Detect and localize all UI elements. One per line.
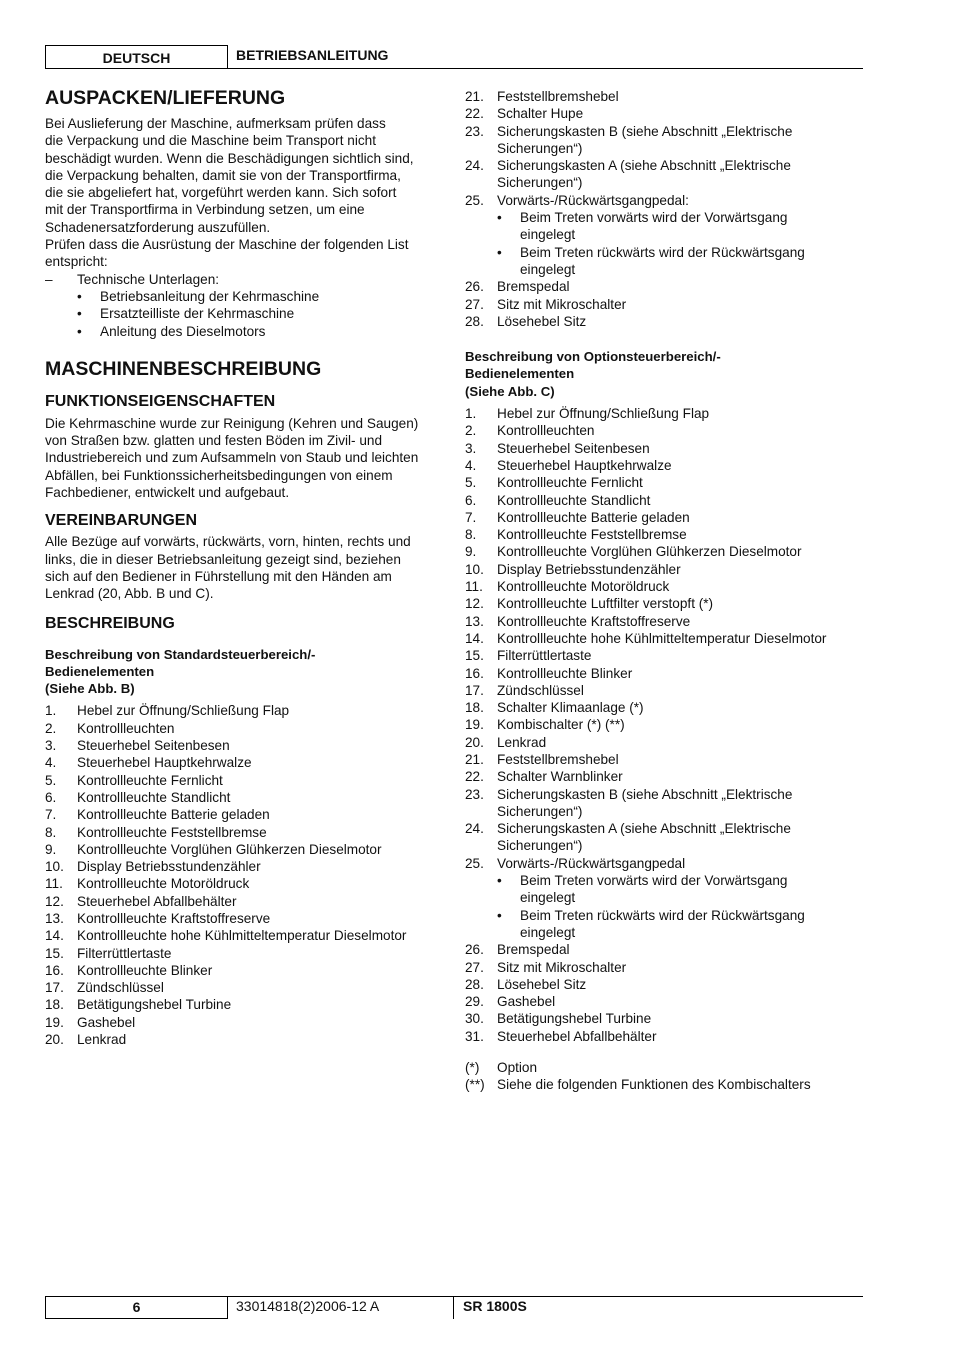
item-text: Vorwärts-/Rückwärtsgangpedal [497,855,686,871]
list-item [465,157,865,192]
list-item [45,720,445,737]
item-text: Kontrollleuchte Kraftstoffreserve [77,910,271,926]
item-number: 29. [465,994,484,1010]
list-item [45,824,445,841]
item-number: 2. [45,720,57,736]
list-item [465,976,865,993]
item-text: Kontrollleuchte hohe Kühlmitteltemperatur Dieselmotor [77,928,407,944]
pedal-standard-list [465,209,865,278]
item-text: Lösehebel Sitz [497,313,587,329]
item-number: 24. [465,821,484,837]
documents-list [45,288,445,340]
list-item [45,702,445,719]
item-number: 25. [465,192,484,208]
list-item [465,699,865,716]
item-text: Sicherungskasten B (siehe Abschnitt „Elektrische [497,123,793,139]
item-number: 2. [465,423,477,439]
list-item [465,855,865,872]
item-text: Sicherungskasten A (siehe Abschnitt „Elektrische [497,158,791,174]
list-item [465,422,865,439]
list-item [465,613,865,630]
heading-unpacking: AUSPACKEN/LIEFERUNG [45,87,286,109]
item-text: Bremspedal [497,942,570,958]
item-number: 14. [465,630,484,646]
item-text: Siehe die folgenden Funktionen des Kombischalters [497,1077,811,1093]
item-text: Kontrollleuchte Feststellbremse [497,527,687,543]
item-text-continued: Sicherungen“) [497,838,583,854]
item-number: 6. [45,789,57,805]
item-text: Gashebel [77,1014,136,1030]
item-number: 22. [465,769,484,785]
list-item [497,244,865,279]
list-item [465,561,865,578]
item-text: Kontrollleuchte Motoröldruck [77,876,250,892]
item-number: 4. [465,457,477,473]
standard-controls-list-end [465,278,865,330]
item-number: 1. [465,406,477,422]
item-text: Schalter Klimaanlage (*) [497,700,644,716]
item-number: 31. [465,1028,484,1044]
item-text: Kombischalter (*) (**) [497,717,625,733]
item-number: 10. [465,561,484,577]
item-text: Kontrollleuchte Vorglühen Glühkerzen Dieselmotor [77,841,382,857]
item-number: 4. [45,755,57,771]
item-text: Kontrollleuchte Fernlicht [497,475,643,491]
list-item [465,647,865,664]
item-number: (**) [465,1077,485,1093]
footer-divider [453,1297,454,1319]
list-item [465,1059,865,1076]
right-column [465,88,865,1094]
item-number: 12. [45,893,64,909]
list-item [45,1014,445,1031]
option-controls-title: Beschreibung von Optionsteuerbereich/- Bedienelementen (Siehe Abb. C) [465,349,721,399]
list-item [465,630,865,647]
item-text-continued: Sicherungen“) [497,140,583,156]
item-number: 28. [465,313,484,329]
list-item [45,927,445,944]
option-controls-list [465,405,865,872]
manual-title: BETRIEBSANLEITUNG [236,47,389,63]
item-number: 23. [465,786,484,802]
item-text: Filterrüttlertaste [77,945,172,961]
item-text: Schalter Hupe [497,106,584,122]
item-number: 7. [465,509,477,525]
item-number: 26. [465,942,484,958]
bullet-mark: • [497,210,502,226]
item-text: Zündschlüssel [77,980,164,996]
item-number: 3. [465,440,477,456]
item-number: 27. [465,296,484,312]
document-code: 33014818(2)2006-12 A [236,1298,380,1314]
item-number: 14. [45,928,64,944]
item-text: Kontrollleuchte Kraftstoffreserve [497,613,691,629]
item-number: 5. [45,772,57,788]
item-text: Beim Treten vorwärts wird der Vorwärtsgang [520,210,788,226]
item-text: Zündschlüssel [497,682,584,698]
standard-controls-list [45,702,445,1048]
item-text: Betätigungshebel Turbine [77,997,232,1013]
item-text: Steuerhebel Abfallbehälter [497,1028,657,1044]
list-item [465,682,865,699]
list-item [465,88,865,105]
list-item [465,123,865,158]
item-number: 27. [465,959,484,975]
item-number: 1. [45,703,57,719]
dash-list [45,271,445,288]
item-text: Steuerhebel Seitenbesen [497,440,650,456]
list-item [465,993,865,1010]
list-item [497,209,865,244]
list-item [465,192,865,209]
standard-controls-list-continued [465,88,865,209]
list-item [465,1076,865,1093]
list-item [465,595,865,612]
bullet-mark: • [497,873,502,889]
item-text: Kontrollleuchte Blinker [497,665,633,681]
list-item [465,509,865,526]
item-number: 21. [465,751,484,767]
list-item [465,526,865,543]
left-column [45,86,445,1048]
item-number: 6. [465,492,477,508]
item-number: (*) [465,1060,480,1076]
list-item [465,941,865,958]
list-item [45,841,445,858]
list-item [465,1028,865,1045]
list-item [465,578,865,595]
list-item [465,820,865,855]
bullet-mark: • [497,907,502,923]
heading-description: BESCHREIBUNG [45,614,175,632]
list-item [465,716,865,733]
item-number: 24. [465,158,484,174]
list-item [45,858,445,875]
heading-machine-description: MASCHINENBESCHREIBUNG [45,357,322,380]
list-item [465,734,865,751]
item-number: 13. [465,613,484,629]
item-text: Beim Treten vorwärts wird der Vorwärtsgang [520,873,788,889]
item-text: Option [497,1060,538,1076]
item-text: Filterrüttlertaste [497,648,592,664]
item-text: Lösehebel Sitz [497,976,587,992]
item-text: Bremspedal [497,279,570,295]
list-item [45,962,445,979]
item-text: Hebel zur Öffnung/Schließung Flap [77,703,290,719]
item-text-continued: eingelegt [520,890,576,906]
list-item [465,543,865,560]
item-number: 21. [465,89,484,104]
page-number: 6 [45,1297,228,1319]
item-number: 8. [465,527,477,543]
item-number: 11. [45,876,63,892]
item-number: 20. [465,734,484,750]
item-text: Lenkrad [497,734,547,750]
item-text: Beim Treten rückwärts wird der Rückwärtsgang [520,244,805,260]
item-text: Kontrollleuchte Standlicht [497,492,651,508]
list-item: – Technische Unterlagen: [45,271,220,287]
page-header [45,45,863,69]
item-number: 19. [465,717,484,733]
item-text: Steuerhebel Hauptkehrwalze [497,457,672,473]
item-text: Kontrollleuchte Luftfilter verstopft (*) [497,596,714,612]
list-item: • Betriebsanleitung der Kehrmaschine [77,288,320,304]
list-item [497,907,865,942]
item-number: 26. [465,279,484,295]
item-text: Kontrollleuchten [497,423,595,439]
item-number: 16. [465,665,484,681]
item-number: 15. [45,945,64,961]
item-number: 12. [465,596,484,612]
list-item [45,979,445,996]
item-number: 30. [465,1011,484,1027]
list-item [465,296,865,313]
notes-list [465,1059,865,1094]
list-item [45,893,445,910]
item-number: 9. [45,841,57,857]
item-text-continued: eingelegt [520,227,576,243]
item-text: Sitz mit Mikroschalter [497,959,627,975]
list-item: • Ersatzteilliste der Kehrmaschine [77,306,295,322]
item-text: Display Betriebsstundenzähler [77,859,261,875]
list-item [465,440,865,457]
item-text: Kontrollleuchte Standlicht [77,789,231,805]
list-item [465,786,865,821]
item-number: 18. [465,700,484,716]
item-text: Sicherungskasten B (siehe Abschnitt „Elektrische [497,786,793,802]
item-text-continued: Sicherungen“) [497,175,583,191]
item-text-continued: Sicherungen“) [497,803,583,819]
list-item [465,313,865,330]
item-text: Steuerhebel Seitenbesen [77,738,230,754]
item-text-continued: eingelegt [520,261,576,277]
list-item [465,1010,865,1027]
functions-text: Die Kehrmaschine wurde zur Reinigung (Kehren und Saugen) von Straßen bzw. glatten und festen Böden im Zivil- und Industriebereich und zum Aufsammeln von Staub und leichten Abfällen, bei Funktionssicherheitsbedingungen von einem Fachbediener, entwickelt und aufgebaut. [45,415,419,501]
item-text: Display Betriebsstundenzähler [497,561,681,577]
pedal-option-list [465,872,865,941]
list-item [45,737,445,754]
list-item [45,772,445,789]
item-number: 16. [45,962,64,978]
item-number: 3. [45,738,57,754]
item-text: Sicherungskasten A (siehe Abschnitt „Elektrische [497,821,791,837]
item-number: 13. [45,910,64,926]
item-text-continued: eingelegt [520,924,576,940]
item-text: Kontrollleuchten [77,720,175,736]
language-label: DEUTSCH [45,45,228,68]
list-item [465,959,865,976]
item-text: Kontrollleuchte Feststellbremse [77,824,267,840]
item-number: 11. [465,579,483,595]
list-item [465,105,865,122]
item-number: 17. [465,682,484,698]
list-item [465,751,865,768]
heading-functions: FUNKTIONSEIGENSCHAFTEN [45,392,276,410]
item-number: 19. [45,1014,64,1030]
list-item [45,1031,445,1048]
bullet-mark: • [497,244,502,260]
list-item [465,474,865,491]
item-number: 8. [45,824,57,840]
item-number: 7. [45,807,57,823]
page-footer [45,1296,863,1320]
item-text: Sitz mit Mikroschalter [497,296,627,312]
item-text: Schalter Warnblinker [497,769,623,785]
item-number: 10. [45,859,64,875]
list-item [45,789,445,806]
list-item: • Anleitung des Dieselmotors [77,323,266,339]
item-text: Feststellbremshebel [497,751,619,767]
list-item [45,754,445,771]
item-number: 18. [45,997,64,1013]
item-text: Kontrollleuchte Batterie geladen [77,807,270,823]
item-text: Steuerhebel Abfallbehälter [77,893,237,909]
item-text: Hebel zur Öffnung/Schließung Flap [497,406,710,422]
standard-controls-title: Beschreibung von Standardsteuerbereich/- Bedienelementen (Siehe Abb. B) [45,646,316,697]
list-item [465,768,865,785]
item-number: 5. [465,475,477,491]
list-item [45,806,445,823]
item-text: Steuerhebel Hauptkehrwalze [77,755,252,771]
item-text: Feststellbremshebel [497,89,619,104]
item-text: Kontrollleuchte Motoröldruck [497,579,670,595]
list-item [45,945,445,962]
list-item [465,492,865,509]
item-text: Kontrollleuchte Fernlicht [77,772,223,788]
item-number: 22. [465,106,484,122]
model-name: SR 1800S [463,1298,527,1314]
item-number: 23. [465,123,484,139]
item-text: Betätigungshebel Turbine [497,1011,652,1027]
list-item [45,875,445,892]
item-text: Kontrollleuchte Batterie geladen [497,509,690,525]
item-text: Kontrollleuchte Blinker [77,962,213,978]
item-text: Kontrollleuchte Vorglühen Glühkerzen Dieselmotor [497,544,802,560]
item-text: Beim Treten rückwärts wird der Rückwärtsgang [520,907,805,923]
unpacking-text: Bei Auslieferung der Maschine, aufmerksam prüfen dass die Verpackung und die Maschine beim Transport nicht beschädigt wurden. Wenn die Beschädigungen sichtlich sind, die Verpackung behalten, damit sie von der Transportfirma, die sie abgeliefert hat, vorgeführt werden kann. Sich sofort mit der Transportfirma in Verbindung setzen, um eine Schadenersatzforderung auszufüllen. Prüfen dass die Ausrüstung der Maschine der folgenden List entspricht: [45,116,414,270]
item-number: 28. [465,976,484,992]
list-item [465,457,865,474]
item-text: Gashebel [497,994,556,1010]
item-number: 9. [465,544,477,560]
list-item [45,910,445,927]
item-text: Vorwärts-/Rückwärtsgangpedal: [497,192,689,208]
item-text: Lenkrad [77,1032,127,1048]
item-number: 17. [45,980,64,996]
conventions-text: Alle Bezüge auf vorwärts, rückwärts, vorn, hinten, rechts und links, die in dieser Betriebsanleitung gezeigt sind, beziehen sich auf den Bediener in Führstellung mit den Händen am Lenkrad (20, Abb. B und C). [45,534,411,602]
item-number: 20. [45,1032,64,1048]
item-text: Kontrollleuchte hohe Kühlmitteltemperatur Dieselmotor [497,630,827,646]
list-item [497,872,865,907]
item-number: 15. [465,648,484,664]
item-number: 25. [465,855,484,871]
list-item [45,996,445,1013]
list-item [465,665,865,682]
option-controls-list-end [465,941,865,1045]
heading-conventions: VEREINBARUNGEN [45,512,198,530]
list-item [465,278,865,295]
list-item [465,405,865,422]
